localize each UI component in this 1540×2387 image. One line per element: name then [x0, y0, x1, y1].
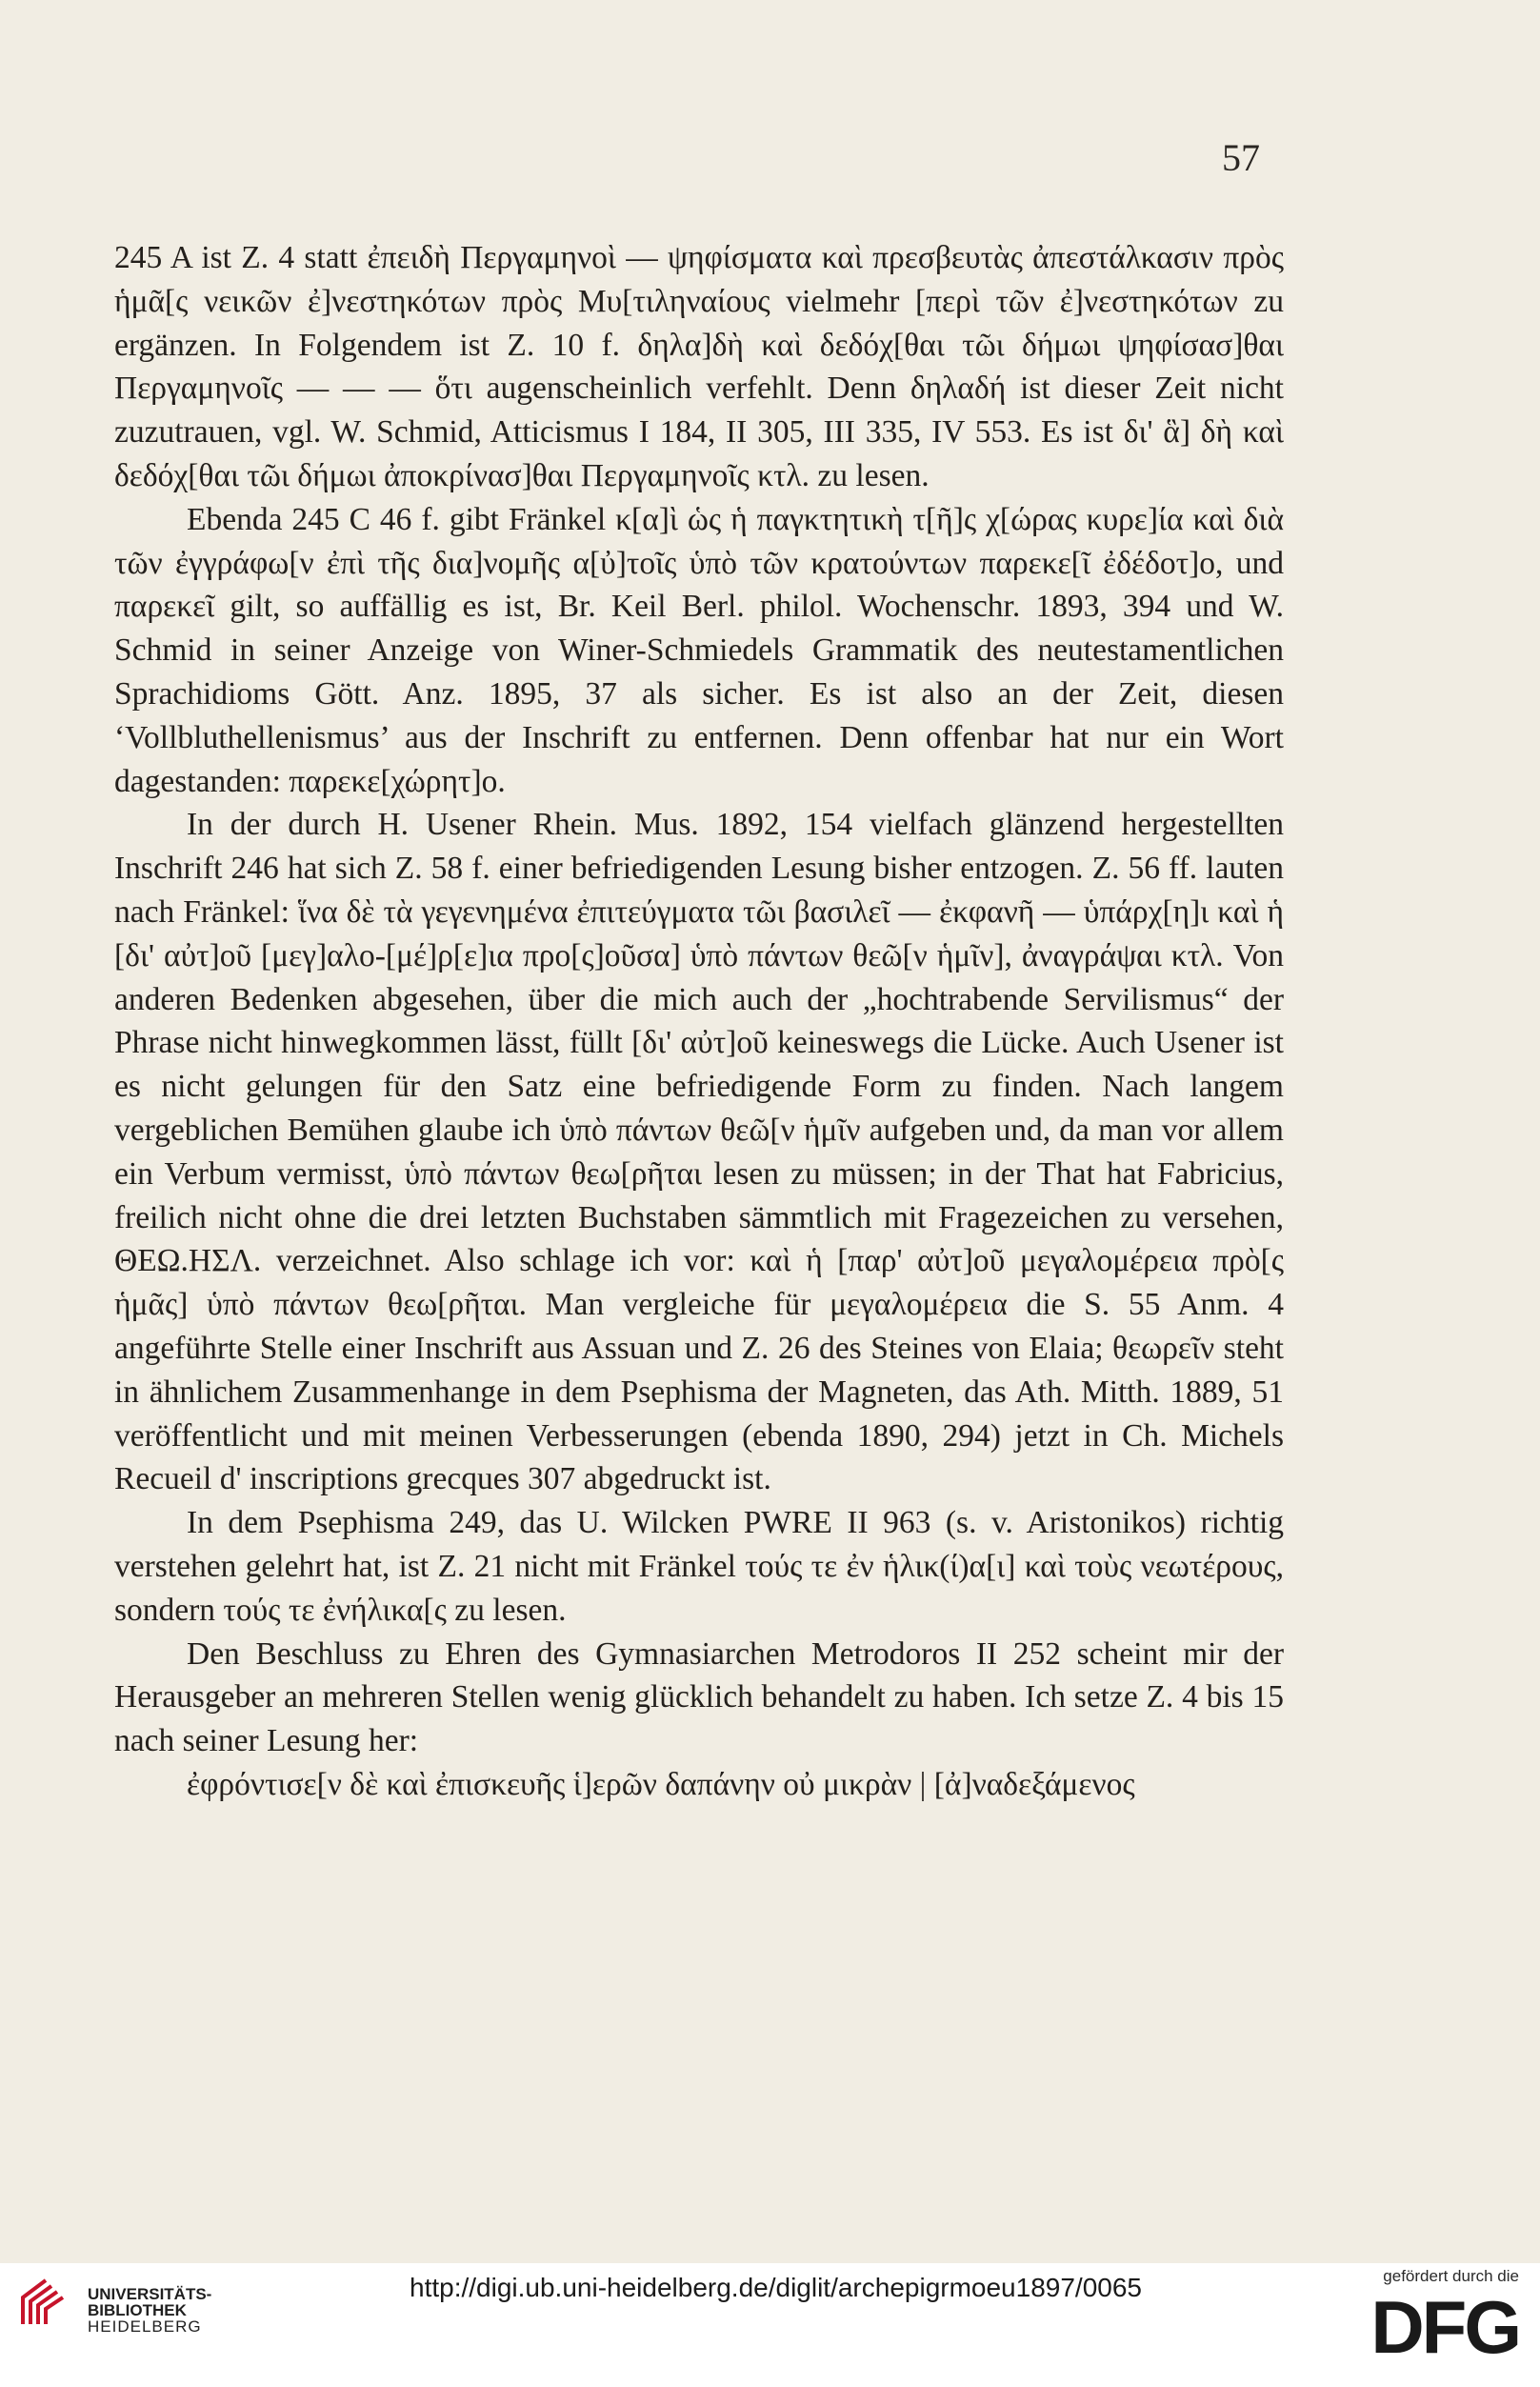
quoted-inscription-line: ἐφρόντισε[ν δὲ καὶ ἐπισκευῆς ἱ]ερῶν δαπάνην οὐ μικρὰν | [ἀ]ναδεξάμενος — [187, 1766, 1135, 1802]
body-text — [114, 236, 1284, 1807]
page-number: 57 — [1222, 136, 1260, 179]
ub-heidelberg-logo-icon — [17, 2275, 72, 2330]
body-paragraph: 245 A ist Z. 4 statt ἐπειδὴ Περγαμηνοὶ — ψηφίσματα καὶ πρεσβευτὰς ἀπεστάλκασιν πρὸς ἡμᾶ[ς νεικῶν ἐ]νεστηκότων πρὸς Μυ[τιληναίους vielmehr [περὶ τῶν ἐ]νεστηκότων zu ergänzen. In Folgendem ist Z. 10 f. δηλα]δὴ καὶ δεδόχ[θαι τῶι δήμωι ψηφίσασ]θαι Περγαμηνοῖς — — — ὅτι augenscheinlich verfehlt. Denn δηλαδή ist dieser Zeit nicht zuzutrauen, vgl. W. Schmid, Atticismus I 184, II 305, III 335, IV 553. Es ist δι' ἃ] δὴ καὶ δεδόχ[θαι τῶι δήμωι ἀποκρίνασ]θαι Περγαμηνοῖς κτλ. zu lesen. — [114, 240, 1284, 493]
library-name-line-1: UNIVERSITÄTS- — [88, 2285, 212, 2303]
body-paragraph: In dem Psephisma 249, das U. Wilcken PWRE II 963 (s. v. Aristonikos) richtig verstehen gelehrt hat, ist Z. 21 nicht mit Fränkel τούς τε ἐν ἡλικ(ί)α[ι] καὶ τοὺς νεωτέρους, sondern τούς τε ἐνήλικα[ς zu lesen. — [114, 1505, 1284, 1628]
library-name — [88, 2286, 211, 2335]
library-city: HEIDELBERG — [88, 2317, 202, 2336]
body-paragraph: Den Beschluss zu Ehren des Gymnasiarchen Metrodoros II 252 scheint mir der Herausgeber an mehreren Stellen wenig glücklich behandelt zu haben. Ich setze Z. 4 bis 15 nach seiner Lesung her: — [114, 1635, 1284, 1759]
funding-note: gefördert durch die — [1383, 2267, 1519, 2285]
body-paragraph: In der durch H. Usener Rhein. Mus. 1892, 154 vielfach glänzend hergestellten Inschrift 246 hat sich Z. 58 f. einer befriedigenden Lesung bisher entzogen. Z. 56 ff. lauten nach Fränkel: ἵνα δὲ τὰ γεγενημένα ἐπιτεύγματα τῶι βασιλεῖ — ἐκφανῆ — ὑπάρχ[η]ι καὶ ἡ [δι' αὐτ]οῦ [μεγ]αλο-[μέ]ρ[ε]ια προ[ς]οῦσα] ὑπὸ πάντων θεῶ[ν ἡμῖν], ἀναγράψαι κτλ. Von anderen Bedenken abgesehen, über die mich auch der „hochtrabende Servilismus“ der Phrase nicht hinwegkommen lässt, füllt [δι' αὐτ]οῦ keineswegs die Lücke. Auch Usener ist es nicht gelungen für den Satz eine befriedigende Form zu finden. Nach langem vergeblichen Bemühen glaube ich ὑπὸ πάντων θεῶ[ν ἡμῖν aufgeben und, da man vor allem ein Verbum vermisst, ὑπὸ πάντων θεω[ρῆται lesen zu müssen; in der That hat Fabricius, freilich nicht ohne die drei letzten Buchstaben sämmtlich mit Fragezeichen zu versehen, ΘΕΩ.ΗΣΛ. verzeichnet. Also schlage ich vor: καὶ ἡ [παρ' αὐτ]οῦ μεγαλομέρεια πρὸ[ς ἡμᾶς] ὑπὸ πάντων θεω[ρῆται. Man vergleiche für μεγαλομέρεια die S. 55 Anm. 4 angeführte Stelle einer Inschrift aus Assuan und Z. 26 des Steines von Elaia; θεωρεῖν steht in ähnlichem Zusammenhange in dem Psephisma der Magneten, das Ath. Mitth. 1889, 51 veröffentlicht und mit meinen Verbesserungen (ebenda 1890, 294) jetzt in Ch. Michels Recueil d' inscriptions grecques 307 abgedruckt ist. — [114, 807, 1284, 1497]
body-paragraph: Ebenda 245 C 46 f. gibt Fränkel κ[α]ὶ ὡς ἡ παγκτητικὴ τ[ῆ]ς χ[ώρας κυρε]ία καὶ διὰ τῶν ἐγγράφω[ν ἐπὶ τῆς δια]νομῆς α[ὐ]τοῖς ὑπὸ τῶν κρατούντων παρεκε[ῖ ἐδέδοτ]ο, und παρεκεῖ gilt, so auffällig es ist, Br. Keil Berl. philol. Wochenschr. 1893, 394 und W. Schmid in seiner Anzeige von Winer-Schmiedels Grammatik des neutestamentlichen Sprachidioms Gött. Anz. 1895, 37 als sicher. Es ist also an der Zeit, diesen ‘Vollbluthellenismus’ aus der Inschrift zu entfernen. Denn offenbar hat nur ein Wort dagestanden: παρεκε[χώρητ]ο. — [114, 501, 1284, 799]
source-url-link[interactable]: http://digi.ub.uni-heidelberg.de/diglit/archepigrmoeu1897/0065 — [410, 2273, 1142, 2302]
dfg-logo: DFG — [1370, 2285, 1519, 2369]
library-name-line-2: BIBLIOTHEK — [88, 2301, 187, 2319]
